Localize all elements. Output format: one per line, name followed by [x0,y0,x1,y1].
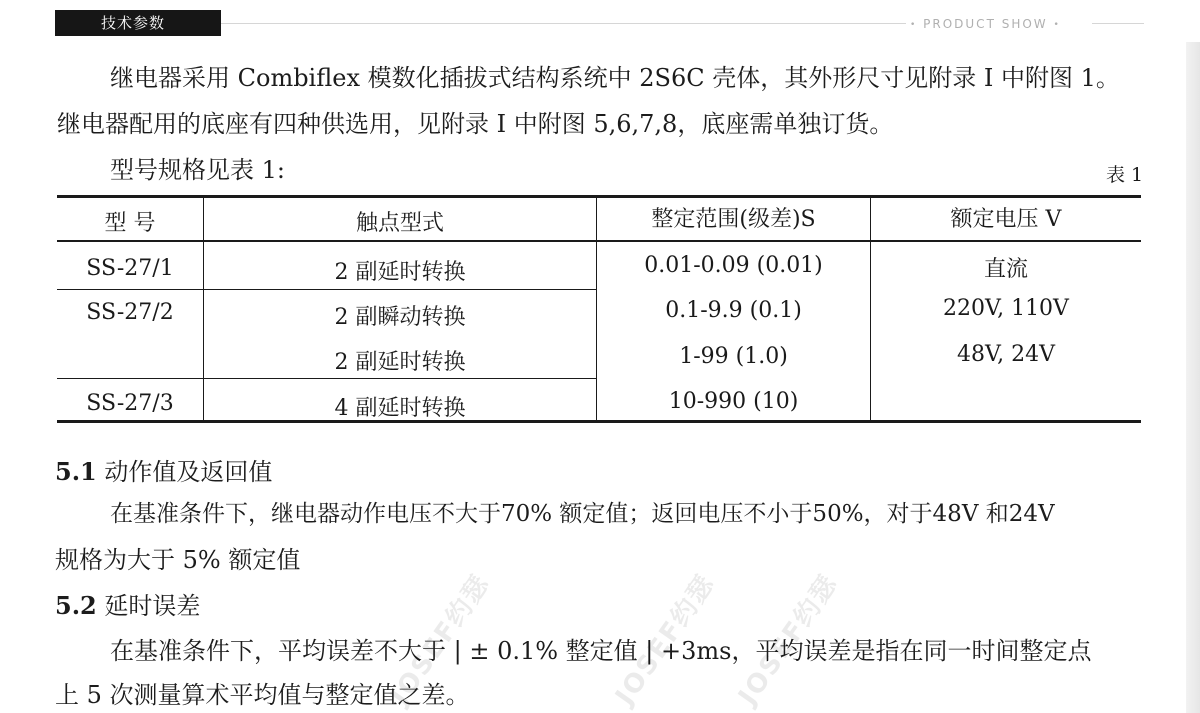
section-number: 5.2 [55,591,97,620]
section-body-line: 上 5 次测量算术平均值与整定值之差。 [55,681,470,709]
table-cell-model: SS-27/1 [86,256,174,281]
section-body-line: 在基准条件下，平均误差不大于 | ± 0.1% 整定值 | +3ms，平均误差是指在同一时间整定点 [110,637,1092,665]
table-caption: 表 1 [1106,164,1144,186]
table-top-rule [57,195,1141,198]
table-intro-line: 型号规格见表 1: [110,156,285,184]
table-cell-model: SS-27/3 [86,391,174,416]
section-title: 动作值及返回值 [104,458,273,486]
intro-paragraph-line: 继电器采用 Combiflex 模数化插拔式结构系统中 2S6C 壳体，其外形尺寸见附录 I 中附图 1。 [110,64,1120,92]
table-cell-contact: 2 副延时转换 [334,260,466,285]
section-body-line: 规格为大于 5% 额定值 [55,546,301,574]
section-body-line: 在基准条件下，继电器动作电压不大于70% 额定值；返回电压不小于50%，对于48V 和24V [110,501,1055,527]
table-header-range: 整定范围(级差)S [651,207,816,232]
table-row-rule [57,378,597,379]
section-heading [55,452,272,487]
bullet-dot-icon: • [910,20,918,30]
section-heading [55,586,200,621]
table-cell-voltage: 直流 [983,257,1028,282]
section-title: 延时误差 [104,592,201,620]
table-header-voltage: 额定电压 V [950,207,1062,232]
page-edge [1186,42,1200,713]
product-show-text: PRODUCT SHOW [923,17,1048,31]
section-number: 5.1 [55,457,97,486]
watermark: JOSEF约瑟 [732,568,845,711]
table-cell-range: 0.1-9.9 (0.1) [665,298,802,323]
table-cell-model: SS-27/2 [86,300,174,325]
header-divider-left [221,23,906,24]
table-header-model: 型 号 [104,211,156,236]
table-cell-voltage: 48V, 24V [957,342,1055,367]
table-cell-contact: 2 副瞬动转换 [334,305,466,330]
table-cell-range: 10-990 (10) [668,389,799,414]
watermark: JOSEF约瑟 [609,568,722,711]
table-cell-contact: 4 副延时转换 [334,396,466,421]
intro-paragraph-line: 继电器配用的底座有四种供选用，见附录 I 中附图 5,6,7,8，底座需单独订货。 [57,110,894,138]
table-header-rule [57,240,1141,242]
section-tag: 技术参数 [55,10,221,36]
header-divider-right [1092,23,1144,24]
table-cell-range: 1-99 (1.0) [679,344,788,369]
table-header-contact: 触点型式 [355,211,444,236]
watermark: JOSEF约瑟 [384,568,497,711]
product-show-label [910,16,1061,32]
table-cell-voltage: 220V, 110V [943,296,1069,321]
bullet-dot-icon: • [1053,20,1061,30]
table-cell-range: 0.01-0.09 (0.01) [644,253,823,278]
table-cell-contact: 2 副延时转换 [334,350,466,375]
table-row-rule [57,289,597,290]
